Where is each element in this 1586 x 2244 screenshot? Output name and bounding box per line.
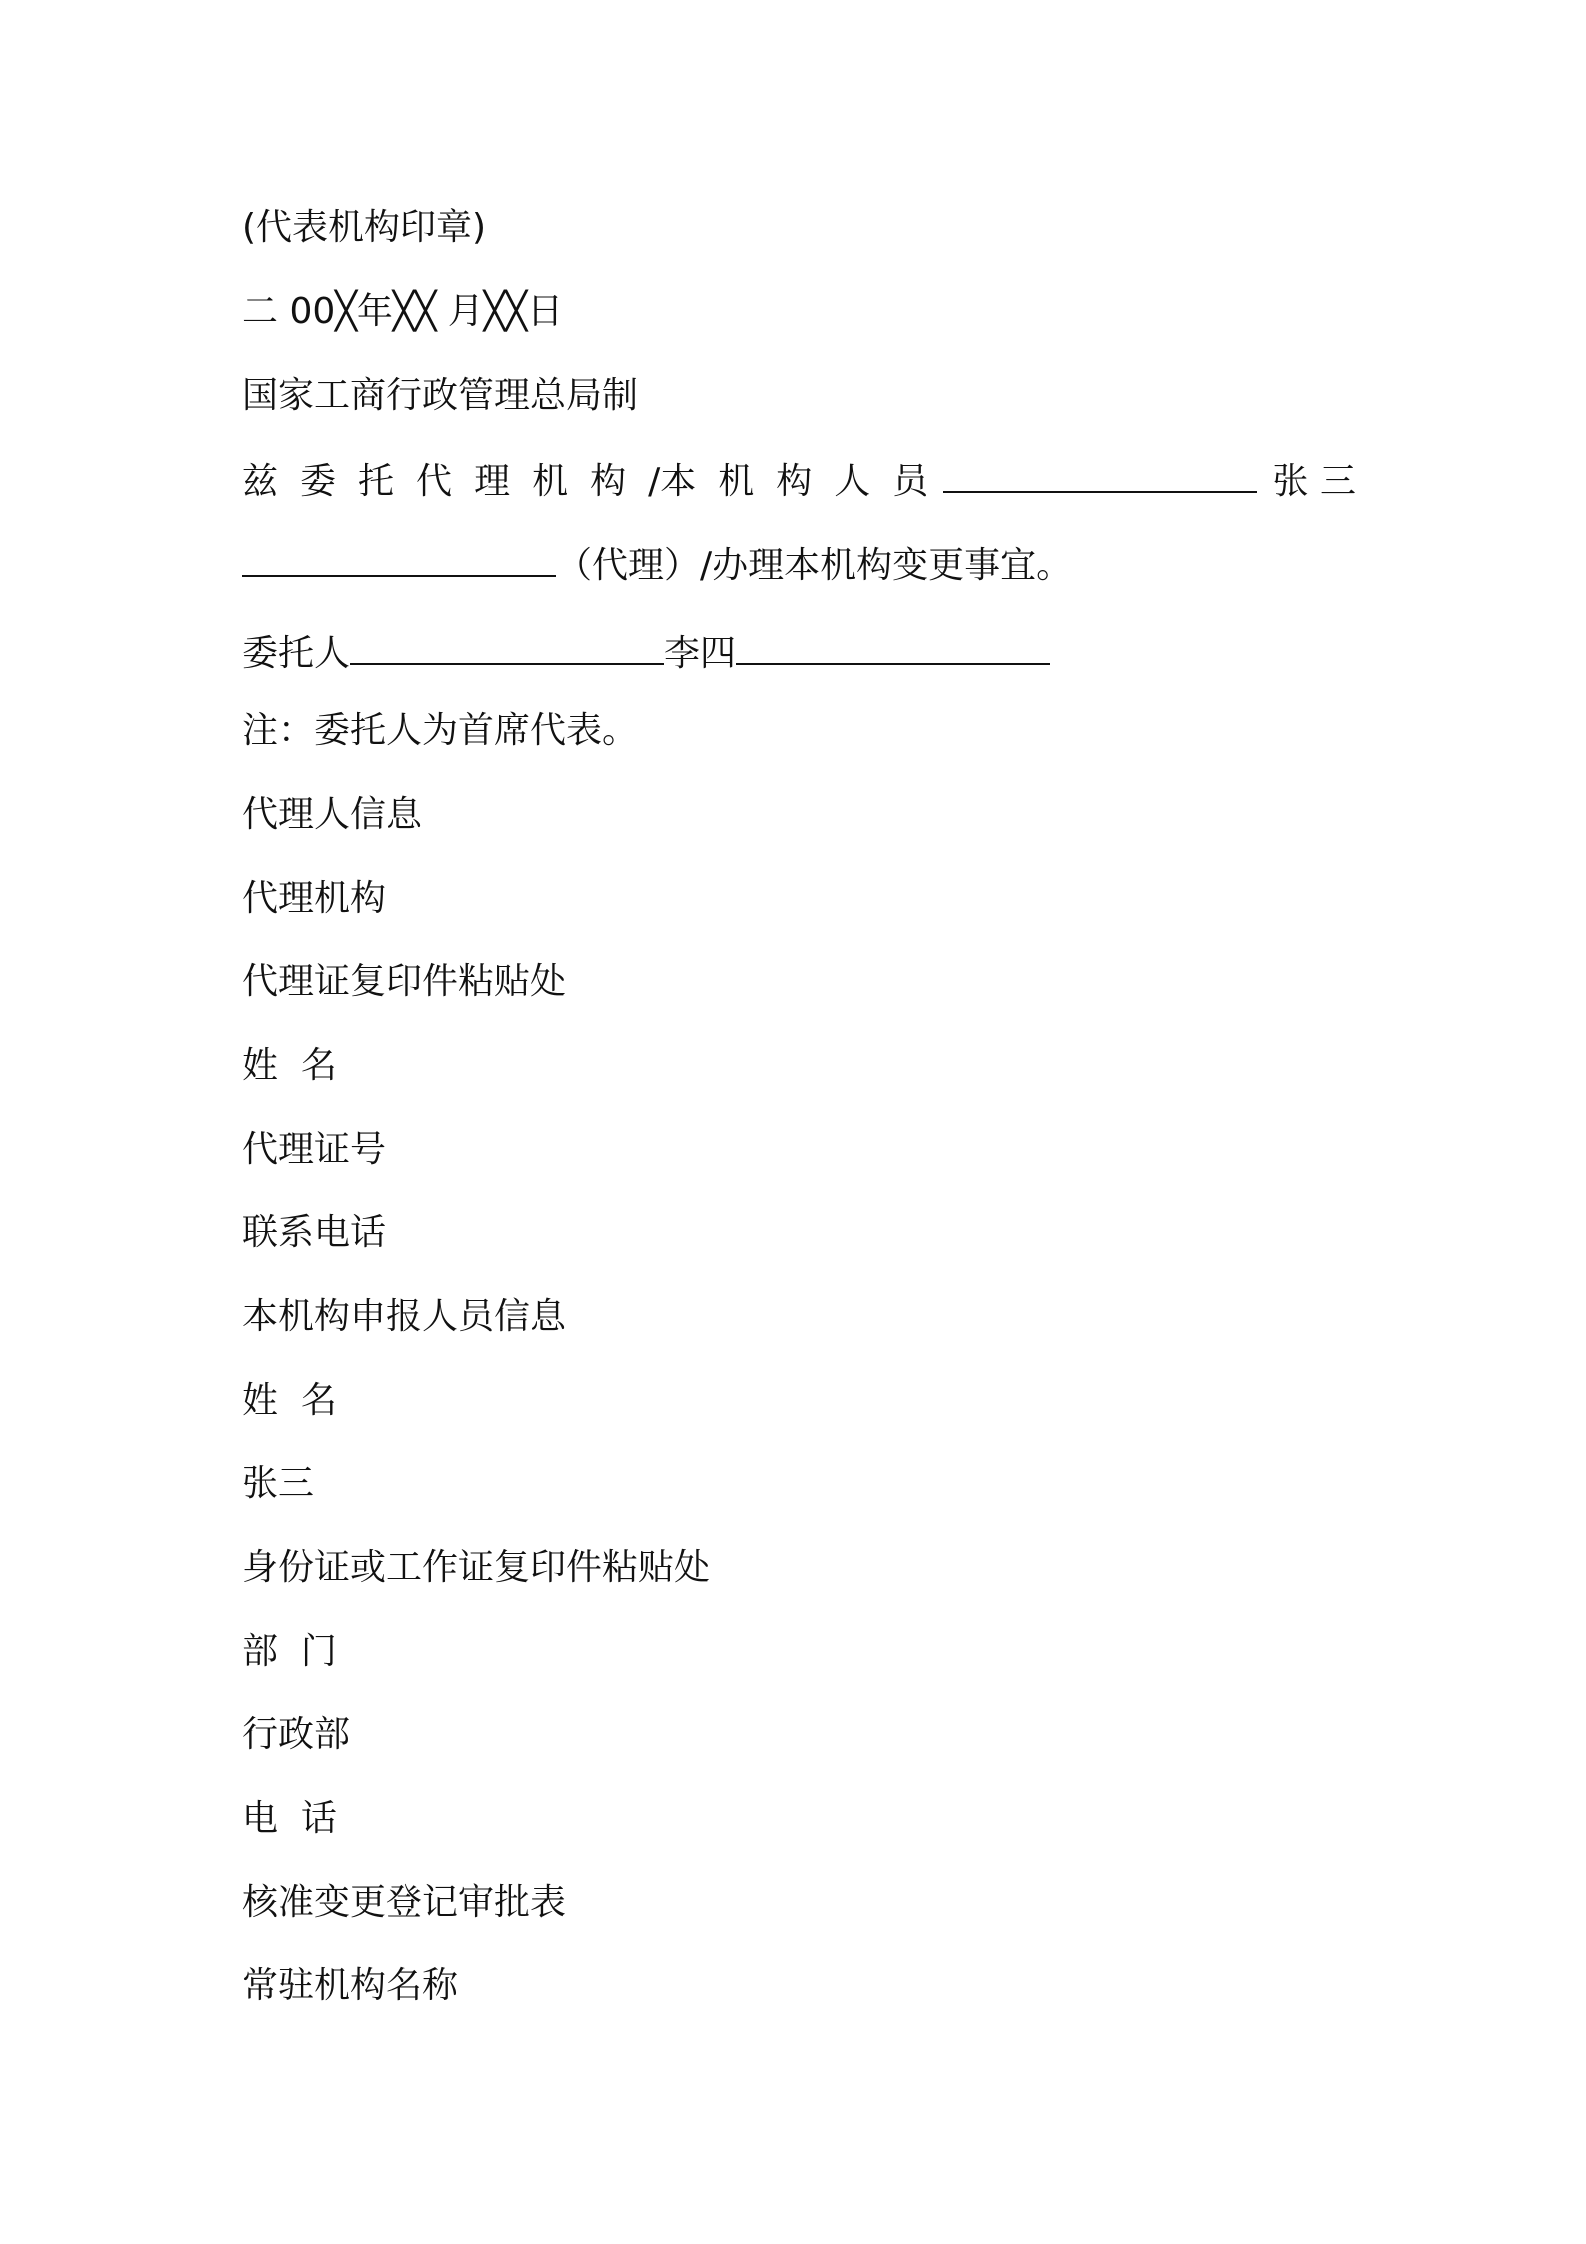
agent-org-label: 代理机构 [242,878,387,919]
office-name-label: 常驻机构名称 [242,1965,459,2006]
department-value: 行政部 [242,1714,351,1755]
name-label [242,1377,337,1425]
principal-label: 委托人 [242,633,351,674]
entrust-char: 构 [776,461,813,502]
issuer-line: 国家工商行政管理总局制 [242,375,639,416]
declarant-heading: 本机构申报人员信息 [242,1296,567,1337]
entrust-char: 机 [718,461,755,502]
agent-info-heading: 代理人信息 [242,794,423,835]
entrust-char: 构 [590,461,627,502]
agent-cert-no-label: 代理证号 [242,1129,387,1170]
id-paste: 身份证或工作证复印件粘贴处 [242,1547,711,1588]
agent-cert-paste: 代理证复印件粘贴处 [242,961,567,1002]
declarant-name: 张三 [242,1463,315,1504]
blank-underline [736,627,1050,665]
name-label-text: 姓 名 [242,1380,337,1421]
entrust-line-2 [242,539,1072,590]
blank-underline [350,627,664,665]
date-line: 二 00╳年╳╳ 月╳╳日 [242,291,564,332]
entrust-char: /本 [648,461,697,502]
department-label-text: 部 门 [242,1631,337,1672]
seal-line: (代表机构印章) [242,207,487,248]
entrust-line-1 [242,455,1356,506]
entrust-char: 理 [474,461,511,502]
principal-name: 李四 [664,633,737,674]
approval-form-title: 核准变更登记审批表 [242,1882,567,1923]
phone-label-text: 电 话 [242,1798,337,1839]
entrust-char: 托 [358,461,395,502]
department-label [242,1628,337,1676]
entrust-char: 机 [532,461,569,502]
entrust-char: 兹 [242,461,279,502]
note-line: 注：委托人为首席代表。 [242,710,639,751]
name-label [242,1042,337,1090]
blank-underline [943,455,1257,493]
entrust-text [242,458,928,506]
phone-label [242,1795,337,1843]
entrust-char: 代 [416,461,453,502]
entrust-char: 委 [300,461,337,502]
agent-name: 张 三 [1272,461,1356,502]
entrust-suffix: （代理）/办理本机构变更事宜。 [556,545,1073,586]
principal-line [242,627,1050,678]
blank-underline [242,539,556,577]
contact-phone-label: 联系电话 [242,1212,387,1253]
entrust-char: 员 [892,461,929,502]
name-label-text: 姓 名 [242,1045,337,1086]
entrust-char: 人 [834,461,871,502]
